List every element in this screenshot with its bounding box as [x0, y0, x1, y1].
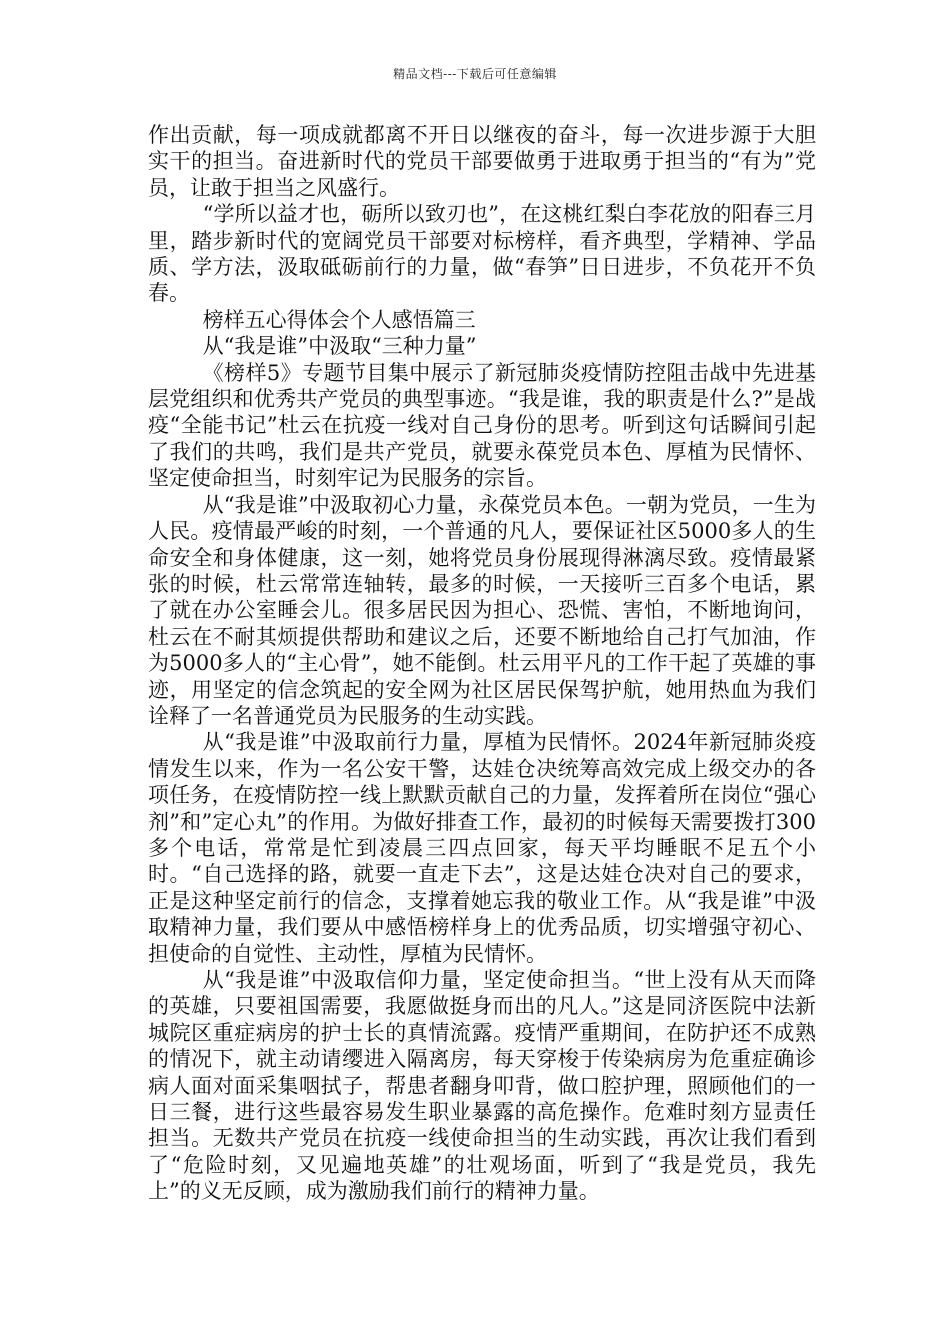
paragraph-intro: 《榜样5》专题节目集中展示了新冠肺炎疫情防控阻击战中先进基层党组织和优秀共产党员的典型事迹。“我是谁，我的职责是什么?”是战疫“全能书记”杜云在抗疫一线对自己身份的思考。听到这句话瞬间引起了我们的共鸣，我们是共产党员，就要永葆党员本色、厚植为民情怀、坚定使命担当，时刻牢记为民服务的宗旨。 — [148, 360, 816, 491]
paragraph-initial-strength: 从“我是谁”中汲取初心力量，永葆党员本色。一朝为党员，一生为人民。疫情最严峻的时刻，一个普通的凡人，要保证社区5000多人的生命安全和身体健康，这一刻，她将党员身份展现得淋漓尽致。疫情最紧张的时候，杜云常常连轴转，最多的时候，一天接听三百多个电话，累了就在办公室睡会儿。很多居民因为担心、恐慌、害怕，不断地询问，杜云在不耐其烦提供帮助和建议之后，还要不断地给自己打气加油，作为5000多人的“主心骨”，她不能倒。杜云用平凡的工作干起了英雄的事迹，用坚定的信念筑起的安全网为社区居民保驾护航，她用热血为我们诠释了一名普通党员为民服务的生动实践。 — [148, 492, 816, 728]
paragraph-quote-spring: “学所以益才也，砺所以致刃也”，在这桃红梨白李花放的阳春三月里，踏步新时代的宽阔党员干部要对标榜样，看齐典型，学精神、学品质、学方法，汲取砥砺前行的力量，做“春笋”日日进步，不负花开不负春。 — [148, 202, 816, 306]
paragraph-faith-strength: 从“我是谁”中汲取信仰力量，坚定使命担当。“世上没有从天而降的英雄，只要祖国需要，我愿做挺身而出的凡人。”这是同济医院中法新城院区重症病房的护士长的真情流露。疫情严重期间，在防护还不成熟的情况下，就主动请缨进入隔离房，每天穿梭于传染病房为危重症确诊病人面对面采集咽拭子，帮患者翻身叩背，做口腔护理，照顾他们的一日三餐，进行这些最容易发生职业暴露的高危操作。危难时刻方显责任担当。无数共产党员在抗疫一线使命担当的生动实践，再次让我们看到了“危险时刻，又见遍地英雄”的壮观场面，听到了“我是党员，我先上”的义无反顾，成为激励我们前行的精神力量。 — [148, 968, 816, 1204]
page-header: 精品文档---下载后可任意编辑 — [393, 67, 557, 81]
section-subtitle: 从“我是谁”中汲取“三种力量” — [202, 334, 477, 359]
paragraph-forward-strength: 从“我是谁”中汲取前行力量，厚植为民情怀。2024年新冠肺炎疫情发生以来，作为一名公安干警，达娃仓决统筹高效完成上级交办的各项任务，在疫情防控一线上默默贡献自己的力量，发挥着所在岗位“强心剂”和”定心丸”的作用。为做好排查工作，最初的时候每天需要拨打300多个电话，常常是忙到凌晨三四点回家，每天平均睡眠不足五个小时。“自己选择的路，就要一直走下去”，这是达娃仓决对自己的要求，正是这种坚定前行的信念，支撑着她忘我的敬业工作。从“我是谁”中汲取精神力量，我们要从中感悟榜样身上的优秀品质，切实增强守初心、担使命的自觉性、主动性，厚植为民情怀。 — [148, 730, 816, 966]
paragraph-continuation: 作出贡献，每一项成就都离不开日以继夜的奋斗，每一次进步源于大胆实干的担当。奋进新时代的党员干部要做勇于进取勇于担当的“有为”党员，让敢于担当之风盛行。 — [148, 123, 816, 200]
document-body — [148, 122, 816, 1205]
section-title: 榜样五心得体会个人感悟篇三 — [202, 307, 476, 332]
